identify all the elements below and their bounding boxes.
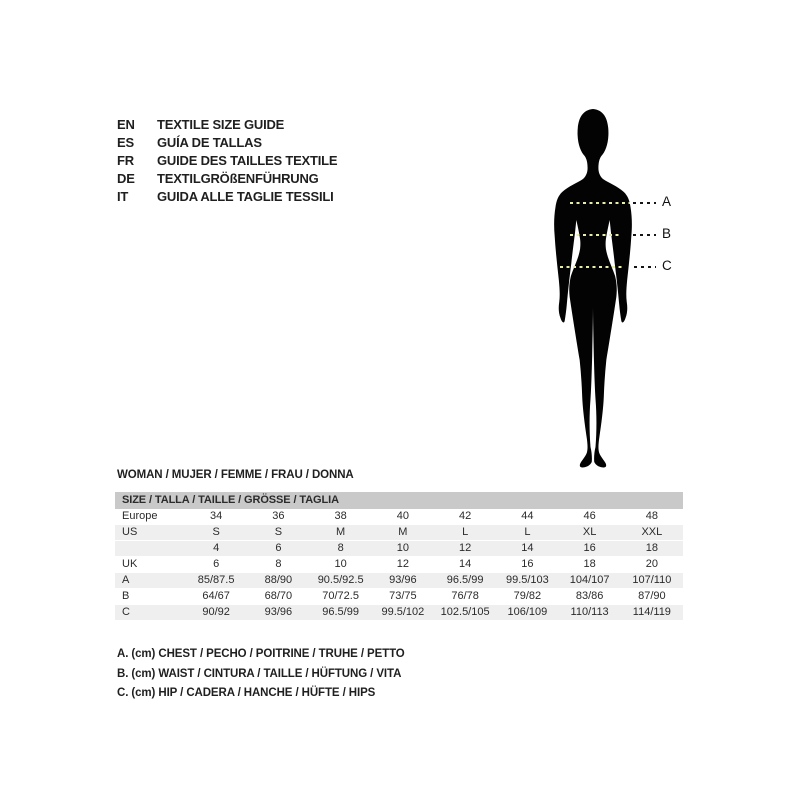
size-cell: 110/113 [570, 606, 609, 618]
row-label: B [122, 590, 130, 602]
size-cell: 48 [645, 510, 658, 522]
row-label: UK [122, 558, 138, 570]
size-cell: 12 [459, 542, 472, 554]
language-code: IT [117, 189, 129, 204]
size-cell: 10 [334, 558, 347, 570]
table-row [115, 557, 683, 573]
language-code: ES [117, 135, 134, 150]
language-row [117, 152, 337, 170]
size-cell: 93/96 [264, 606, 293, 618]
size-cell: 18 [583, 558, 596, 570]
chest-measure-label: A [662, 194, 672, 209]
row-label: A [122, 574, 130, 586]
table-row [115, 605, 683, 621]
row-label: Europe [122, 510, 158, 522]
table-row [115, 589, 683, 605]
table-row [115, 573, 683, 589]
woman-silhouette-icon [543, 106, 643, 472]
size-cell: M [336, 526, 346, 538]
size-cell: S [212, 526, 220, 538]
legend-line: C. (cm) HIP / CADERA / HANCHE / HÜFTE / HIPS [117, 687, 376, 699]
size-cell: XXL [641, 526, 663, 538]
hip-measure-line-extension [634, 266, 656, 268]
size-cell: 76/78 [451, 590, 479, 602]
size-cell: 85/87.5 [197, 574, 235, 586]
size-cell: 8 [275, 558, 282, 570]
size-cell: 99.5/102 [381, 606, 425, 618]
size-cell: 44 [521, 510, 534, 522]
size-cell: 34 [210, 510, 223, 522]
size-cell: 102.5/105 [440, 606, 490, 618]
row-label [115, 541, 185, 556]
size-cell: 96.5/99 [446, 574, 484, 586]
row-label: C [122, 606, 130, 618]
size-cell: 8 [337, 542, 344, 554]
size-cell: 36 [272, 510, 285, 522]
legend-line: A. (cm) CHEST / PECHO / POITRINE / TRUHE / PETTO [117, 648, 405, 660]
waist-measure-line [570, 234, 622, 236]
chest-measure-line [570, 202, 630, 204]
size-cell: 90.5/92.5 [317, 574, 364, 586]
table-row [115, 509, 683, 525]
size-cell: 16 [583, 542, 596, 554]
size-cell: 40 [396, 510, 409, 522]
language-row [117, 134, 337, 152]
hip-measure-label: C [662, 258, 672, 273]
size-cell: 42 [459, 510, 472, 522]
table-row [115, 541, 683, 557]
size-table-header: SIZE / TALLA / TAILLE / GRÖSSE / TAGLIA [115, 492, 683, 509]
size-cell: 18 [645, 542, 658, 554]
size-cell: 79/82 [513, 590, 542, 602]
size-cell: 6 [275, 542, 282, 554]
size-cell: 87/90 [638, 590, 666, 602]
size-cell: 10 [396, 542, 409, 554]
size-cell: 104/107 [569, 574, 610, 586]
size-cell: S [274, 526, 283, 538]
size-cell: 68/70 [264, 590, 293, 602]
size-cell: 93/96 [389, 574, 417, 586]
language-code: FR [117, 153, 134, 168]
size-table-body [115, 509, 683, 621]
measure-legend [117, 645, 405, 704]
language-title: TEXTILGRÖßENFÜHRUNG [157, 171, 319, 186]
chest-measure-line-extension [633, 202, 656, 204]
size-cell: 46 [583, 510, 596, 522]
size-cell: 64/67 [202, 590, 230, 602]
waist-measure-line-extension [633, 234, 656, 236]
language-title: TEXTILE SIZE GUIDE [157, 117, 285, 132]
size-cell: 88/90 [264, 574, 293, 586]
size-cell: L [524, 526, 531, 538]
size-cell: 70/72.5 [322, 590, 359, 602]
table-row [115, 525, 683, 541]
language-code: EN [117, 117, 135, 132]
size-cell: L [462, 526, 469, 538]
size-cell: XL [582, 526, 597, 538]
hip-measure-line [560, 266, 625, 268]
size-cell: 90/92 [202, 606, 230, 618]
size-cell: 83/86 [575, 590, 604, 602]
language-title: GUÍA DE TALLAS [157, 135, 262, 150]
size-cell: 114/119 [632, 606, 671, 618]
language-row [117, 188, 337, 206]
language-row [117, 116, 337, 134]
size-cell: M [398, 526, 408, 538]
size-cell: 6 [213, 558, 220, 570]
language-title: GUIDA ALLE TAGLIE TESSILI [157, 189, 334, 204]
waist-measure-label: B [662, 226, 672, 241]
group-heading: WOMAN / MUJER / FEMME / FRAU / DONNA [117, 469, 354, 481]
size-cell: 107/110 [632, 574, 672, 586]
language-title: GUIDE DES TAILLES TEXTILE [157, 153, 338, 168]
size-cell: 12 [396, 558, 409, 570]
language-code: DE [117, 171, 135, 186]
legend-line: B. (cm) WAIST / CINTURA / TAILLE / HÜFTUNG / VITA [117, 667, 402, 680]
size-cell: 96.5/99 [322, 606, 359, 618]
row-label: US [122, 526, 138, 538]
language-title-list [117, 116, 337, 206]
size-cell: 14 [521, 542, 534, 554]
size-cell: 4 [213, 542, 220, 554]
size-cell: 16 [521, 558, 534, 570]
size-cell: 73/75 [389, 590, 417, 602]
size-cell: 14 [459, 558, 472, 570]
size-cell: 20 [645, 558, 658, 570]
size-cell: 38 [334, 510, 347, 522]
size-table [115, 492, 683, 621]
size-cell: 106/109 [507, 606, 548, 618]
language-row [117, 170, 337, 188]
size-cell: 99.5/103 [505, 574, 549, 586]
